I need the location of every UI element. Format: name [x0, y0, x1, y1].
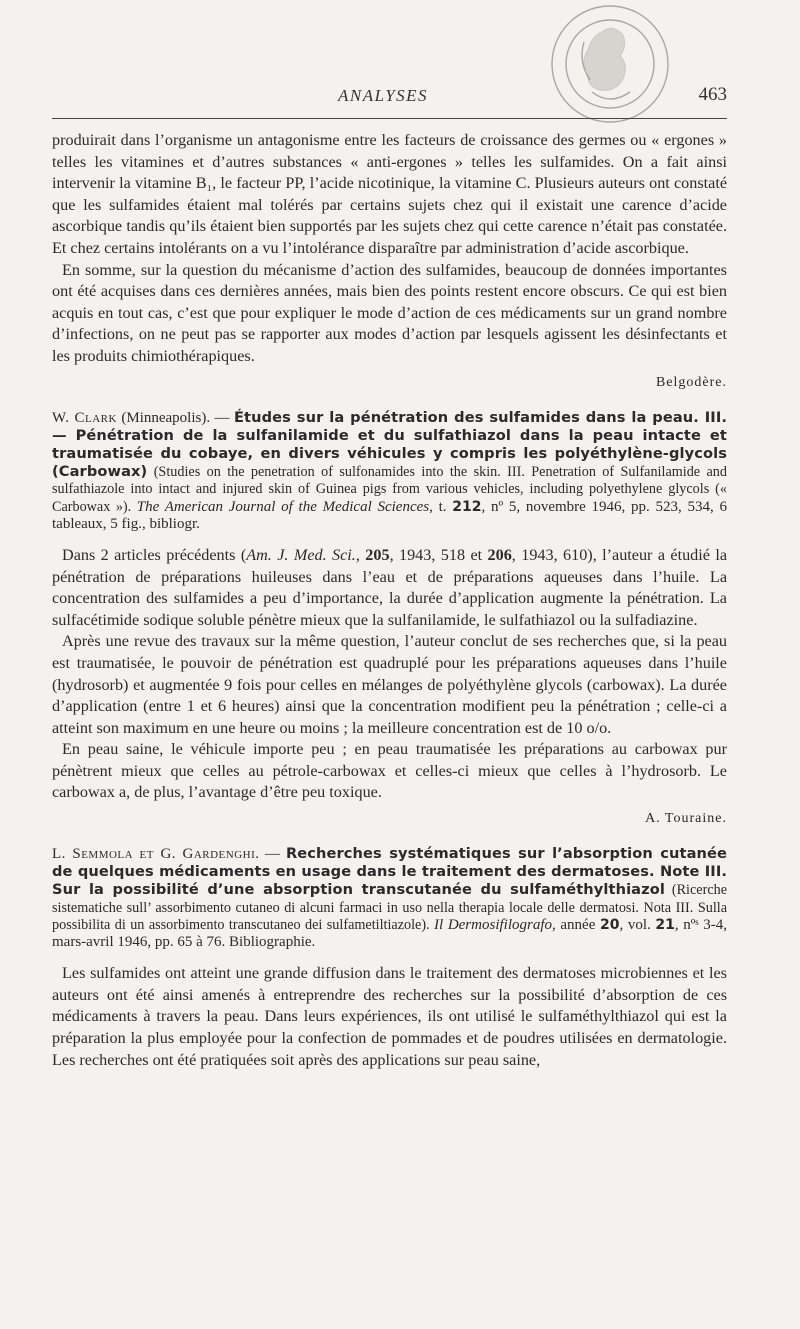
paragraph [52, 545, 727, 631]
ref-year-number: 20 [599, 916, 620, 933]
ref-italian-title: (Ricerche sistematiche sull’ assorbimento cutaneo di alcuni farmaci in uso nella therapia locale delle dermatosi. Nota III. Sulla possibilita di un assorbimento transcutaneo dei sulfametiltiazole). [52, 882, 728, 933]
text-run: Dans 2 articles précédents ( [62, 545, 247, 564]
ref-journal: The American Journal of the Medical Sciences [136, 498, 430, 515]
ref-tail: , nº 5, novembre 1946, pp. 523, 534, 6 tableaux, 5 fig., bibliogr. [52, 498, 727, 532]
ref-journal: Il Dermosifilografo [434, 916, 552, 933]
bibliographic-reference [52, 409, 727, 533]
paragraph: produirait dans l’organisme un antagonisme entre les facteurs de croissance des germes ou « ergones » telles les vitamines et d’autres substances « anti-ergones » telles les sulfamides. On a fait ainsi intervenir la vitamine B₁, le facteur PP, l’acide nicotinique, la vitamine C. Plusieurs auteurs ont constaté que les sulfamides étaient mal tolérés par certains sujets chez qui il existait une carence d’acide ascorbique tandis qu’ils étaient bien supportés par les sujets chez qui cette carence n’était pas constatée. Et chez certains intolérants on a vu l’intolérance disparaître par administration d’acide ascorbique. [52, 131, 727, 257]
paragraph: En somme, sur la question du mécanisme d’action des sulfamides, beaucoup de données importantes ont été acquises dans ces dernières années, mais bien des points restent encore obscurs. Ce qui est bien acquis en tout cas, c’est que pour expliquer le mode d’action de ces médicaments sur un grand nombre d’infections, on ne peut pas se rapporter aux modes d’action par lesquels agissent les désinfectants et les produits chimiothérapiques. [52, 260, 727, 365]
text-run: , 1943, 610), l’auteur a étudié la pénétration de préparations huileuses dans l’eau et de préparations aqueuses dans l’huile. La concentration des sulfamides a peu d’importance, la durée d’application augmente la pénétration. La sulfacétimide sodique soluble pénètre mieux que la sulfanilamide, le sulfathiazol ou la sulfadiazine. [52, 545, 728, 629]
ref-volume: 21 [655, 916, 675, 933]
section-semmola [52, 845, 727, 1071]
paragraph: Après une revue des travaux sur la même question, l’auteur conclut de ses recherches que, si la peau est traumatisée, le pouvoir de pénétration est quadruplé pour les préparations aqueuses dans l’huile (hydrosorb) et augmentée 9 fois pour celles en mélanges de polyéthylène glycols (carbowax). La durée d’application (entre 1 et 6 heures) ainsi que la concentration modifient peu la pénétration ; celle-ci a atteint son maximum en une heure ou moins ; la meilleure concentration est de 10 o/o. [52, 632, 727, 737]
author-signature: A. Touraine. [645, 811, 727, 827]
page-header [52, 86, 727, 112]
paragraph: Les sulfamides ont atteint une grande diffusion dans le traitement des dermatoses microbiennes et les auteurs ont été ainsi amenés à entreprendre des recherches sur la possibilité d’absorption de ces médicaments à travers la peau. Dans leurs expériences, ils ont utilisé le sulfaméthylthiazol qui est la préparation la plus employée pour la confection de pommades et de poudres utilisées en dermatologie. Les recherches ont été pratiquées soit après des applications sur peau saine, [52, 964, 727, 1069]
ref-title: Recherches systématiques sur l’absorption cutanée de quelques médicaments en usage dans le traitement des dermatoses. Note III. Sur la possibilité d’une absorption transcutanée du sulfaméthylthiazol [52, 845, 728, 899]
bibliographic-reference [52, 845, 727, 951]
volume-number: 206 [487, 545, 512, 564]
page-number: 463 [698, 84, 727, 105]
text-run: , 1943, 518 et [389, 545, 488, 564]
header-rule [52, 118, 727, 119]
running-title: ANALYSES [338, 86, 429, 105]
author-signature: Belgodère. [655, 374, 727, 390]
ref-title: Études sur la pénétration des sulfamides dans la peau. III. — Pénétration de la sulfanilamide et du sulfathiazol dans la peau intacte et traumatisée du cobaye, en divers véhicules y compris les polyéthylène-glycols (Carbowax) [52, 408, 728, 481]
ref-author: L. Semmola et G. Gardenghi [52, 846, 256, 863]
paragraph: En peau saine, le véhicule importe peu ; en peau traumatisée les préparations au carbowax pur pénètrent mieux que celles au pétrole-carbowax et celles-ci mieux que celles à l’hydrosorb. Le carbowax a, de plus, l’avantage d’être peu toxique. [52, 740, 727, 802]
ref-author: W. Clark [52, 409, 117, 426]
section-belgodere [52, 130, 727, 393]
ref-tail: , t. [429, 498, 453, 515]
page [52, 0, 727, 1329]
journal-abbrev: Am. J. Med. Sci. [246, 545, 356, 564]
ref-separator: . — [255, 846, 286, 863]
text-run: , [355, 545, 366, 564]
ref-tail: , nºˢ 3-4, mars-avril 1946, pp. 65 à 76. Bibliographie. [52, 916, 727, 951]
section-clark [52, 409, 727, 830]
ref-english-title: (Studies on the penetration of sulfonamides into the skin. III. Penetration of Sulfanilamide and sulfathiazole into intact and injured skin of Guinea pigs from various vehicles, including polyethylene glycols (« Carbowax »). [52, 464, 727, 515]
ref-place: (Minneapolis). — [116, 409, 234, 426]
ref-tail: , vol. [619, 916, 656, 933]
ref-volume: 212 [452, 498, 482, 515]
volume-number: 205 [365, 545, 390, 564]
ref-tail: , année [552, 916, 600, 933]
page-body [52, 130, 727, 1071]
